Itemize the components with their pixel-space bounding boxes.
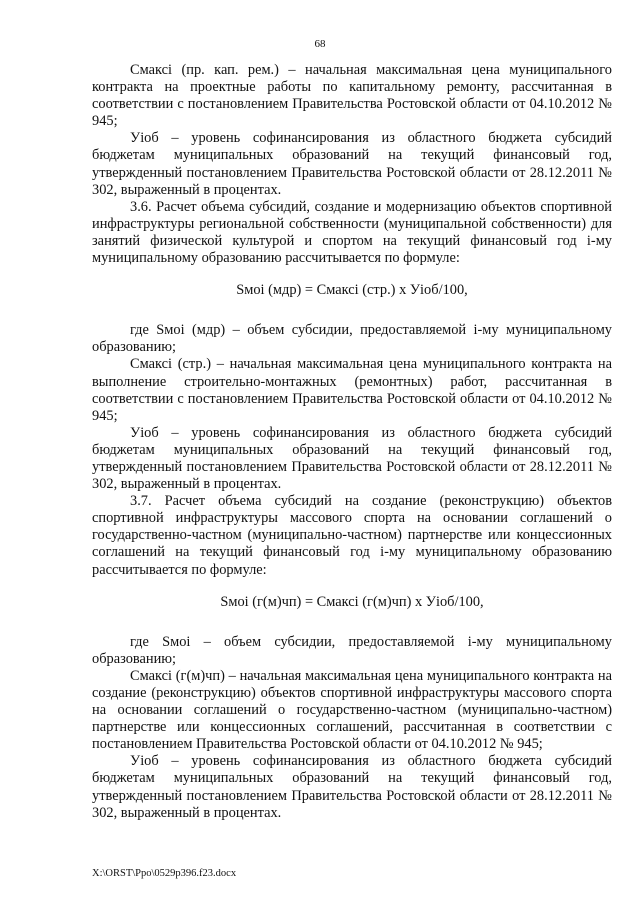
paragraph-section-3-6: 3.6. Расчет объема субсидий, создание и модернизацию объектов спортивной инфраструктуры региональной собственности (муниципальной собственности) для занятий физической культурой и спортом на текущий финансовый год і-му муниципальному образованию рассчитывается по формуле: (92, 198, 612, 267)
page-number: 68 (314, 38, 326, 50)
paragraph-smax-capital-repair: Смаксі (пр. кап. рем.) – начальная максимальная цена муниципального контракта на проектные работы по капитальному ремонту, рассчитанная в соответствии с постановлением Правительства Ростовской области от 04.10.2012 № 945; (92, 62, 612, 130)
paragraph-smax-ppp: Смаксі (г(м)чп) – начальная максимальная цена муниципального контракта на создание (реконструкцию) объектов спортивной инфраструктуры массового спорта на основании соглашений о государственно-частном (муниципально-частном) партнерстве или концессионных соглашений, рассчитанная в соответствии с постановлением Правительства Ростовской области от 04.10.2012 № 945; (92, 667, 612, 753)
paragraph-cofinancing-level: Уіоб – уровень софинансирования из областного бюджета субсидий бюджетам муниципальных образований на текущий финансовый год, утвержденный постановлением Правительства Ростовской области от 28.12.2011 № 302, выраженный в процентах. (92, 424, 612, 493)
paragraph-smax-construction: Смаксі (стр.) – начальная максимальная цена муниципального контракта на выполнение строительно-монтажных (ремонтных) работ, рассчитанная в соответствии с постановлением Правительства Ростовской области от 04.10.2012 № 945; (92, 356, 612, 424)
paragraph-cofinancing-level: Уіоб – уровень софинансирования из областного бюджета субсидий бюджетам муниципальных образований на текущий финансовый год, утвержденный постановлением Правительства Ростовской области от 28.12.2011 № 302, выраженный в процентах. (92, 130, 612, 198)
paragraph-cofinancing-level: Уіоб – уровень софинансирования из областного бюджета субсидий бюджетам муниципальных образований на текущий финансовый год, утвержденный постановлением Правительства Ростовской области от 28.12.2011 № 302, выраженный в процентах. (92, 753, 612, 821)
paragraph-smoi-definition: где Sмоі – объем субсидии, предоставляемой і-му муниципальному образованию; (92, 633, 612, 667)
paragraph-section-3-7: 3.7. Расчет объема субсидий на создание (реконструкцию) объектов спортивной инфраструктуры массового спорта на основании соглашений о государственно-частном (муниципально-частном) партнерстве или концессионных соглашений на текущий финансовый год і-му муниципальному образованию рассчитывается по формуле: (92, 493, 612, 578)
formula-mdr: Sмоі (мдр) = Смаксі (стр.) х Уіоб/100, (236, 282, 468, 299)
footer-file-path: X:\ORST\Ppo\0529p396.f23.docx (92, 868, 237, 879)
paragraph-smoi-mdr-definition: где Sмоі (мдр) – объем субсидии, предоставляемой і-му муниципальному образованию; (92, 322, 612, 356)
formula-gmchp: Sмоі (г(м)чп) = Смаксі (г(м)чп) х Уіоб/100, (220, 593, 484, 610)
document-body (92, 62, 612, 822)
